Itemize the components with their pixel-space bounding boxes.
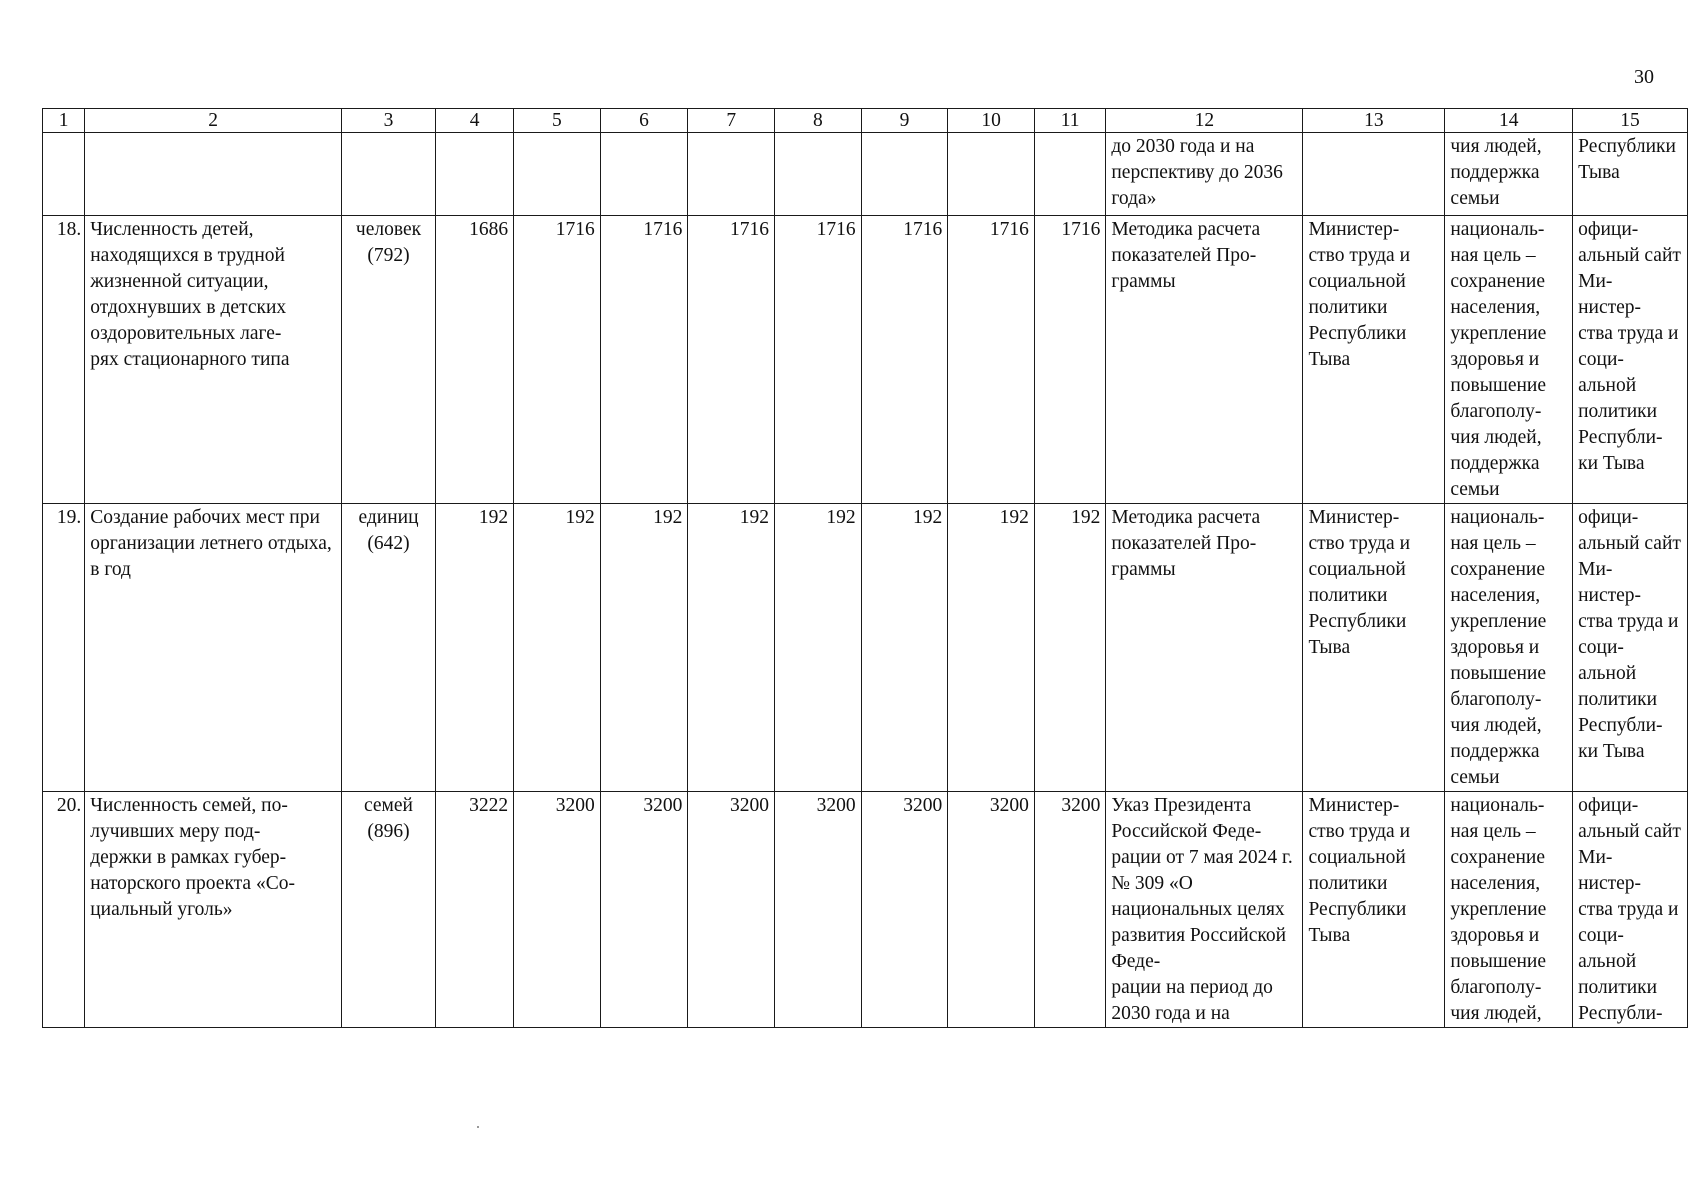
column-header: 5: [514, 109, 601, 133]
column-header: 11: [1034, 109, 1105, 133]
table-header-row: [43, 109, 1688, 133]
column-header: 7: [688, 109, 775, 133]
cell-value: 3200: [861, 792, 948, 1028]
cell-empty: [775, 133, 862, 216]
cell-value: 1716: [1034, 216, 1105, 504]
cell-unit: семей (896): [341, 792, 435, 1028]
cell-value: 3200: [775, 792, 862, 1028]
cell-row-number: 20.: [43, 792, 85, 1028]
cell-empty: [341, 133, 435, 216]
cell-indicator-name: Численность семей, по- лучивших меру под- держки в рамках губер- наторского проекта «Со- циальный уголь»: [85, 792, 342, 1028]
cell-goal: чия людей, поддержка семьи: [1445, 133, 1573, 216]
cell-unit: человек (792): [341, 216, 435, 504]
column-header: 2: [85, 109, 342, 133]
cell-empty: [43, 133, 85, 216]
cell-value: 192: [436, 504, 514, 792]
cell-value: 192: [948, 504, 1035, 792]
cell-responsible: Министер- ство труда и социальной политики Республики Тыва: [1303, 504, 1445, 792]
cell-goal: националь- ная цель – сохранение населения, укрепление здоровья и повышение благополу- чия людей, поддержка семьи: [1445, 216, 1573, 504]
cell-value: 192: [775, 504, 862, 792]
cell-goal: националь- ная цель – сохранение населения, укрепление здоровья и повышение благополу- чия людей,: [1445, 792, 1573, 1028]
cell-value: 3200: [514, 792, 601, 1028]
column-header: 15: [1573, 109, 1688, 133]
cell-publication: офици- альный сайт Ми- нистер- ства труда и соци- альной политики Республи-: [1573, 792, 1688, 1028]
column-header: 3: [341, 109, 435, 133]
cell-value: 192: [688, 504, 775, 792]
table-row: [43, 792, 1688, 1028]
cell-indicator-name: Создание рабочих мест при организации летнего отдыха, в год: [85, 504, 342, 792]
cell-empty: [688, 133, 775, 216]
cell-value: 1716: [688, 216, 775, 504]
cell-value: 1716: [861, 216, 948, 504]
cell-value: 1716: [514, 216, 601, 504]
cell-publication: Республики Тыва: [1573, 133, 1688, 216]
cell-value: 1686: [436, 216, 514, 504]
cell-empty: [1034, 133, 1105, 216]
cell-value: 192: [861, 504, 948, 792]
cell-value: 192: [600, 504, 688, 792]
cell-empty: [436, 133, 514, 216]
cell-source: Указ Президента Российской Феде- рации от 7 мая 2024 г. № 309 «О национальных целях развития Российской Феде- рации на период до 2030 года и на: [1106, 792, 1303, 1028]
page-number: 30: [1634, 66, 1654, 88]
column-header: 8: [775, 109, 862, 133]
cell-source: до 2030 года и на перспективу до 2036 года»: [1106, 133, 1303, 216]
cell-value: 192: [1034, 504, 1105, 792]
cell-value: 3222: [436, 792, 514, 1028]
cell-publication: офици- альный сайт Ми- нистер- ства труда и соци- альной политики Республи- ки Тыва: [1573, 216, 1688, 504]
cell-source: Методика расчета показателей Про- граммы: [1106, 504, 1303, 792]
column-header: 1: [43, 109, 85, 133]
cell-value: 192: [514, 504, 601, 792]
column-header: 14: [1445, 109, 1573, 133]
cell-empty: [1303, 133, 1445, 216]
column-header: 9: [861, 109, 948, 133]
column-header: 13: [1303, 109, 1445, 133]
cell-value: 3200: [948, 792, 1035, 1028]
table-row: [43, 504, 1688, 792]
cell-row-number: 18.: [43, 216, 85, 504]
table-row: [43, 216, 1688, 504]
cell-empty: [861, 133, 948, 216]
column-header: 6: [600, 109, 688, 133]
cell-row-number: 19.: [43, 504, 85, 792]
cell-empty: [85, 133, 342, 216]
cell-value: 3200: [600, 792, 688, 1028]
cell-unit: единиц (642): [341, 504, 435, 792]
column-header: 12: [1106, 109, 1303, 133]
cell-empty: [600, 133, 688, 216]
cell-empty: [514, 133, 601, 216]
cell-source: Методика расчета показателей Про- граммы: [1106, 216, 1303, 504]
scan-speck: [477, 1126, 479, 1128]
cell-value: 1716: [775, 216, 862, 504]
cell-publication: офици- альный сайт Ми- нистер- ства труда и соци- альной политики Республи- ки Тыва: [1573, 504, 1688, 792]
table-row-continuation: [43, 133, 1688, 216]
cell-value: 3200: [688, 792, 775, 1028]
column-header: 10: [948, 109, 1035, 133]
cell-indicator-name: Численность детей, находящихся в трудной жизненной ситуации, отдохнувших в детских оздоровительных лаге- рях стационарного типа: [85, 216, 342, 504]
indicators-table: [42, 108, 1688, 1028]
column-header: 4: [436, 109, 514, 133]
cell-value: 1716: [600, 216, 688, 504]
cell-empty: [948, 133, 1035, 216]
cell-responsible: Министер- ство труда и социальной политики Республики Тыва: [1303, 216, 1445, 504]
cell-responsible: Министер- ство труда и социальной политики Республики Тыва: [1303, 792, 1445, 1028]
cell-value: 1716: [948, 216, 1035, 504]
cell-goal: националь- ная цель – сохранение населения, укрепление здоровья и повышение благополу- чия людей, поддержка семьи: [1445, 504, 1573, 792]
cell-value: 3200: [1034, 792, 1105, 1028]
